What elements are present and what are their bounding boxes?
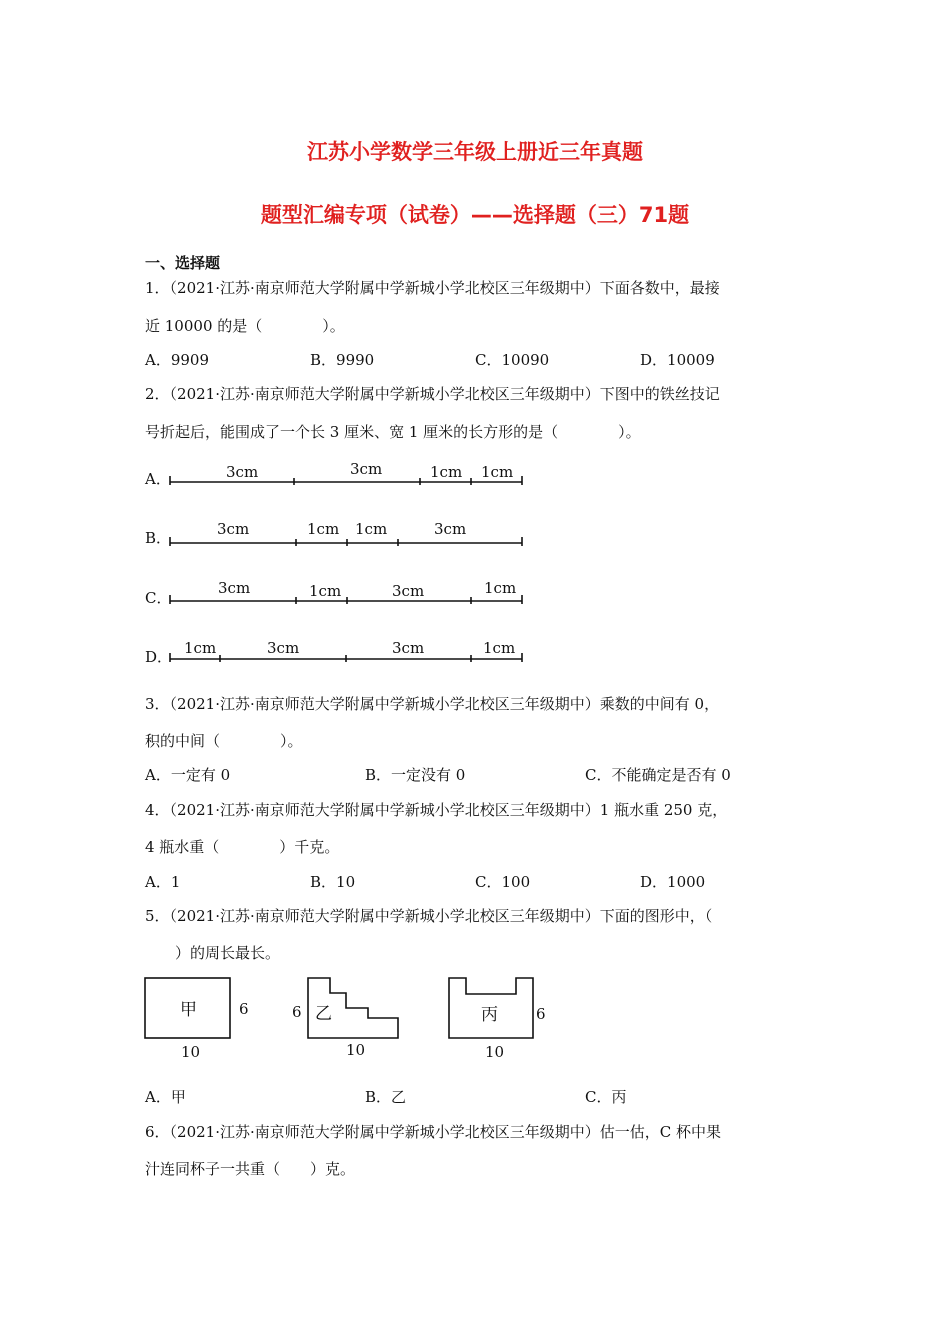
wire-b-label-3: 1cm — [355, 520, 388, 538]
q4-option-c: C．100 — [475, 873, 531, 891]
shape-bing-side: 6 — [536, 1005, 546, 1023]
q6-text-line2: 汁连同杯子一共重（ ）克。 — [145, 1160, 356, 1178]
shape-jia-side: 6 — [239, 1000, 249, 1018]
wire-d-label-4: 1cm — [483, 639, 516, 657]
shape-bing-name: 丙 — [481, 1005, 498, 1025]
shape-yi-side: 6 — [292, 1003, 302, 1021]
title-line-1: 江苏小学数学三年级上册近三年真题 — [307, 140, 643, 164]
q5-option-b: B．乙 — [365, 1088, 407, 1106]
wire-a-label-2: 3cm — [350, 460, 383, 478]
wire-c-label-4: 1cm — [484, 579, 517, 597]
shape-yi-name: 乙 — [315, 1004, 332, 1024]
shape-jia-name: 甲 — [180, 1000, 197, 1020]
q2-row-b-letter: B． — [145, 529, 172, 547]
wire-row-a — [170, 476, 522, 485]
q3-option-b: B．一定没有 0 — [365, 766, 466, 784]
q3-text-line1: 3．（2021·江苏·南京师范大学附属中学新城小学北校区三年级期中）乘数的中间有 0， — [145, 695, 720, 713]
shape-yi-bottom: 10 — [346, 1041, 366, 1059]
q1-option-b: B．9990 — [310, 351, 375, 369]
shape-jia-bottom: 10 — [181, 1043, 201, 1061]
wire-d-label-3: 3cm — [392, 639, 425, 657]
q2-text-line2: 号折起后，能围成了一个长 3 厘米、宽 1 厘米的长方形的是（ ）。 — [145, 423, 641, 441]
q2-row-d-letter: D． — [145, 648, 173, 666]
wire-a-label-1: 3cm — [226, 463, 259, 481]
q2-text-line1: 2．（2021·江苏·南京师范大学附属中学新城小学北校区三年级期中）下图中的铁丝技记 — [145, 385, 720, 403]
q2-row-a-letter: A． — [145, 470, 171, 488]
q4-option-a: A．1 — [145, 873, 181, 891]
wire-c-label-3: 3cm — [392, 582, 425, 600]
q6-text-line1: 6．（2021·江苏·南京师范大学附属中学新城小学北校区三年级期中）估一估，C 杯中果 — [145, 1123, 722, 1141]
q5-text-line1: 5．（2021·江苏·南京师范大学附属中学新城小学北校区三年级期中）下面的图形中，（ — [145, 907, 713, 925]
q4-text-line1: 4．（2021·江苏·南京师范大学附属中学新城小学北校区三年级期中）1 瓶水重 250 克， — [145, 801, 728, 819]
wire-d-label-2: 3cm — [267, 639, 300, 657]
q1-text-line2: 近 10000 的是（ ）。 — [145, 317, 345, 335]
q5-option-a: A．甲 — [145, 1088, 186, 1106]
shape-bing-bottom: 10 — [485, 1043, 505, 1061]
section-heading: 一、选择题 — [145, 254, 221, 272]
wire-a-label-3: 1cm — [430, 463, 463, 481]
q3-option-c: C．不能确定是否有 0 — [585, 766, 731, 784]
q5-option-c: C．丙 — [585, 1088, 627, 1106]
q1-option-a: A．9909 — [145, 351, 210, 369]
wire-d-label-1: 1cm — [184, 639, 217, 657]
wire-row-d — [170, 653, 522, 662]
wire-c-label-1: 3cm — [218, 579, 251, 597]
q2-row-c-letter: C． — [145, 589, 172, 607]
q1-option-d: D．10009 — [640, 351, 715, 369]
q1-text-line1: 1．（2021·江苏·南京师范大学附属中学新城小学北校区三年级期中）下面各数中，最接 — [145, 279, 720, 297]
wire-a-label-4: 1cm — [481, 463, 514, 481]
q3-text-line2: 积的中间（ ）。 — [145, 732, 303, 750]
q4-option-d: D．1000 — [640, 873, 706, 891]
wire-b-label-4: 3cm — [434, 520, 467, 538]
q5-text-line2: ）的周长最长。 — [145, 944, 281, 962]
wire-b-label-2: 1cm — [307, 520, 340, 538]
q4-text-line2: 4 瓶水重（ ）千克。 — [145, 838, 340, 856]
q4-option-b: B．10 — [310, 873, 356, 891]
title-line-2: 题型汇编专项（试卷）——选择题（三）71题 — [260, 203, 690, 227]
wire-row-b — [170, 537, 522, 546]
wire-b-label-1: 3cm — [217, 520, 250, 538]
q3-option-a: A．一定有 0 — [145, 766, 231, 784]
wire-c-label-2: 1cm — [309, 582, 342, 600]
q1-option-c: C．10090 — [475, 351, 550, 369]
